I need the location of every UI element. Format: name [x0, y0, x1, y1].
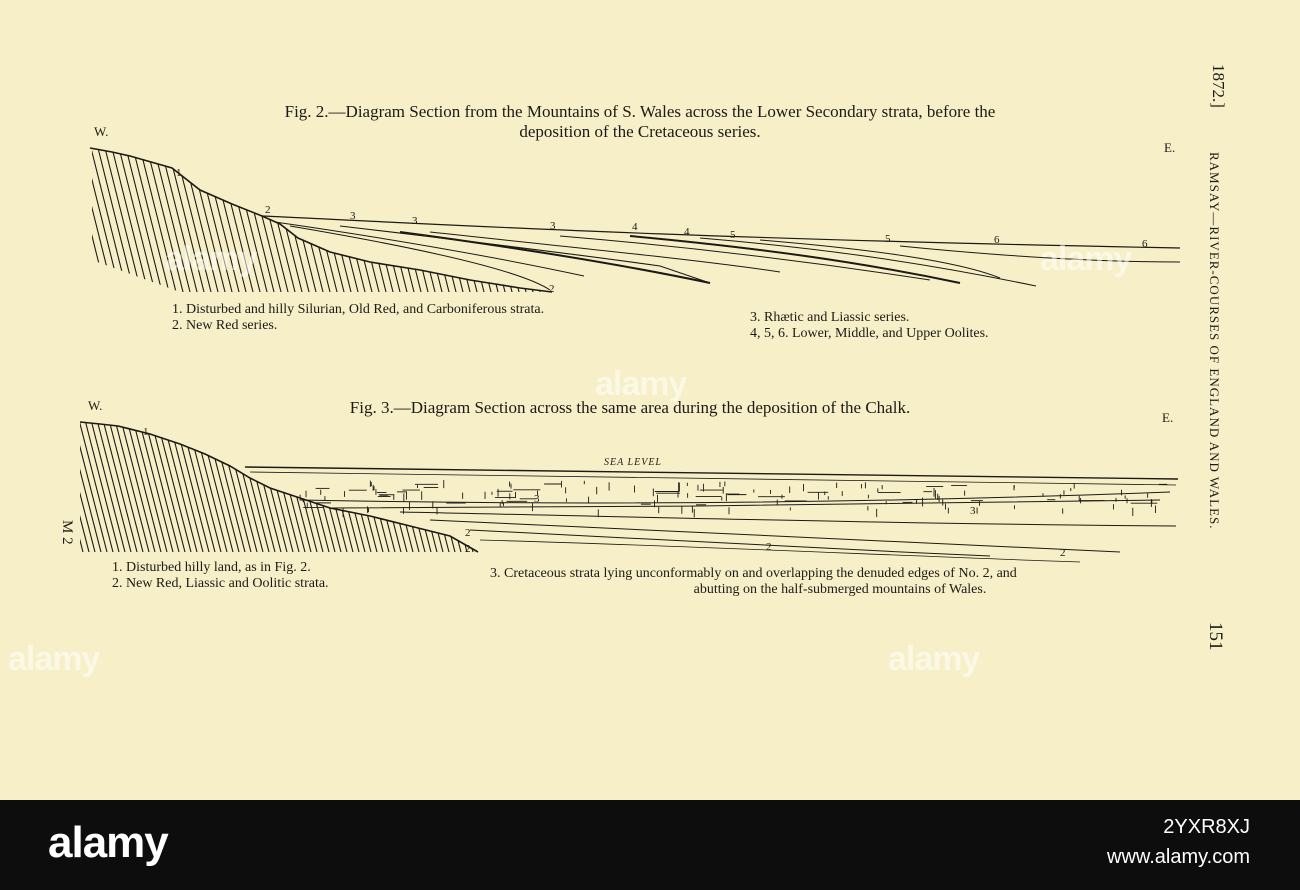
- fig2-label-2b: 2: [549, 283, 555, 295]
- hatch-line: [180, 416, 216, 556]
- fig3-legend-item3-line2: abutting on the half-submerged mountains of Wales.: [693, 582, 987, 597]
- fig3-label-2d: 2: [1060, 547, 1066, 559]
- hatch-line: [420, 416, 456, 556]
- fig3-label-2c: 2: [766, 541, 772, 553]
- fig3-label-1: 1: [143, 426, 149, 438]
- hatch-line: [342, 416, 378, 556]
- hatch-line: [502, 140, 542, 300]
- hatch-line: [378, 416, 414, 556]
- year-header: 1872.]: [1209, 64, 1228, 108]
- fig3-label-2a: 2: [465, 527, 471, 539]
- fig2-label-3b: 3: [412, 215, 418, 227]
- fig3-west-label: W.: [88, 398, 103, 413]
- hatch-line: [408, 416, 444, 556]
- hatch-line: [330, 416, 366, 556]
- hatch-line: [288, 416, 324, 556]
- hatch-line: [486, 416, 522, 556]
- hatch-line: [66, 416, 102, 556]
- hatch-line: [396, 416, 432, 556]
- hatch-line: [318, 416, 354, 556]
- signature-mark: M 2: [59, 520, 75, 545]
- page-number: 151: [1205, 622, 1226, 651]
- hatch-line: [306, 416, 342, 556]
- hatch-line: [252, 416, 288, 556]
- hatch-line: [336, 416, 372, 556]
- hatch-line: [312, 416, 348, 556]
- fig3-legend-left: [112, 560, 329, 592]
- fig2-label-4b: 4: [684, 226, 690, 238]
- hatch-line: [468, 416, 504, 556]
- hatch-line: [460, 140, 500, 300]
- hatch-line: [84, 416, 120, 556]
- fig3-chalk-texture: [300, 480, 1167, 517]
- hatch-line: [210, 416, 246, 556]
- hatch-line: [90, 416, 126, 556]
- hatch-line: [96, 416, 132, 556]
- fig3-legend-item2: 2. New Red, Liassic and Oolitic strata.: [112, 576, 329, 591]
- hatch-line: [495, 140, 535, 300]
- hatch-line: [402, 416, 438, 556]
- fig3-label-3b: 3: [970, 505, 976, 517]
- hatch-line: [108, 416, 144, 556]
- fig2-legend-item2: 2. New Red series.: [172, 318, 278, 333]
- hatch-line: [537, 140, 577, 300]
- watermark-4: alamy: [8, 640, 100, 678]
- hatch-line: [102, 416, 138, 556]
- hatch-line: [240, 416, 276, 556]
- hatch-line: [474, 140, 514, 300]
- fig2-label-3a: 3: [350, 210, 356, 222]
- hatch-line: [132, 416, 168, 556]
- hatch-line: [481, 140, 521, 300]
- fig3-label-2b: 2: [465, 543, 471, 555]
- fig3-sea-lines: [245, 467, 1178, 485]
- fig3-legend-item3-line1: 3. Cretaceous strata lying unconformably on and overlapping the denuded edges of No. 2, and: [490, 566, 1017, 581]
- fig2-label-5b: 5: [885, 233, 891, 245]
- hatch-line: [276, 416, 312, 556]
- hatch-line: [30, 416, 66, 556]
- hatch-line: [432, 416, 468, 556]
- hatch-line: [120, 416, 156, 556]
- hatch-line: [509, 140, 549, 300]
- hatch-line: [162, 416, 198, 556]
- hatch-line: [282, 416, 318, 556]
- site-url: www.alamy.com: [1107, 846, 1250, 868]
- hatch-line: [264, 416, 300, 556]
- hatch-line: [54, 140, 94, 300]
- fig2-label-4a: 4: [632, 221, 638, 233]
- hatch-line: [300, 416, 336, 556]
- hatch-line: [60, 416, 96, 556]
- stock-image-info: [1107, 812, 1250, 872]
- hatch-line: [216, 416, 252, 556]
- fig3-caption: Fig. 3.—Diagram Section across the same area during the deposition of the Chalk.: [349, 398, 911, 417]
- hatch-line: [467, 140, 507, 300]
- fig2-label-5a: 5: [730, 229, 736, 241]
- hatch-line: [168, 416, 204, 556]
- hatch-line: [294, 416, 330, 556]
- hatch-line: [453, 140, 493, 300]
- watermark-1: alamy: [165, 240, 257, 278]
- hatch-line: [348, 416, 384, 556]
- hatch-line: [36, 416, 72, 556]
- alamy-logo: alamy: [48, 818, 168, 867]
- hatch-line: [488, 140, 528, 300]
- hatch-line: [222, 416, 258, 556]
- fig2-east-label: E.: [1164, 140, 1176, 155]
- hatch-line: [192, 416, 228, 556]
- fig3-label-3a: 3: [534, 493, 540, 505]
- running-title: RAMSAY—RIVER-COURSES OF ENGLAND AND WALES.: [1207, 152, 1222, 530]
- fig3-east-label: E.: [1162, 410, 1174, 425]
- hatch-line: [144, 416, 180, 556]
- hatch-line: [372, 416, 408, 556]
- hatch-line: [354, 416, 390, 556]
- hatch-line: [390, 416, 426, 556]
- hatch-line: [48, 416, 84, 556]
- hatch-line: [474, 416, 510, 556]
- hatch-line: [324, 416, 360, 556]
- hatch-line: [558, 140, 598, 300]
- hatch-line: [72, 416, 108, 556]
- fig2-label-3c: 3: [550, 220, 556, 232]
- fig2-label-6b: 6: [1142, 238, 1148, 250]
- fig2-label-6a: 6: [994, 234, 1000, 246]
- watermark-3: alamy: [595, 365, 687, 403]
- image-id: 2YXR8XJ: [1163, 816, 1250, 838]
- hatch-line: [47, 140, 87, 300]
- hatch-line: [228, 416, 264, 556]
- fig2-caption-line2: deposition of the Cretaceous series.: [519, 122, 761, 141]
- hatch-line: [360, 416, 396, 556]
- watermark-2: alamy: [1040, 240, 1132, 278]
- fig2-label-2a: 2: [265, 204, 271, 216]
- fig2-mountain-hatching: [40, 140, 598, 300]
- hatch-line: [444, 416, 480, 556]
- fig2-legend-item1: 1. Disturbed and hilly Silurian, Old Red, and Carboniferous strata.: [172, 302, 545, 317]
- hatch-line: [198, 416, 234, 556]
- hatch-line: [246, 416, 282, 556]
- hatch-line: [42, 416, 78, 556]
- fig2-caption-line1: Fig. 2.—Diagram Section from the Mountains of S. Wales across the Lower Secondary strata, before the: [284, 102, 996, 121]
- sea-level-label: SEA LEVEL: [604, 457, 662, 468]
- watermark-5: alamy: [888, 640, 980, 678]
- hatch-line: [270, 416, 306, 556]
- fig3-legend-item1: 1. Disturbed hilly land, as in Fig. 2.: [112, 560, 311, 575]
- hatch-line: [204, 416, 240, 556]
- fig2-legend-item3: 3. Rhætic and Liassic series.: [750, 310, 910, 325]
- fig2-legend-right: [750, 310, 989, 342]
- fig3-mountain-outline: [80, 422, 478, 552]
- stock-footer-bar: [0, 800, 1300, 890]
- fig2-legend-left: [172, 302, 544, 334]
- hatch-line: [174, 416, 210, 556]
- hatch-line: [456, 416, 492, 556]
- hatch-line: [384, 416, 420, 556]
- hatch-line: [40, 140, 80, 300]
- hatch-line: [186, 416, 222, 556]
- fig2-legend-item4: 4, 5, 6. Lower, Middle, and Upper Oolites.: [750, 326, 989, 341]
- hatch-line: [150, 416, 186, 556]
- hatch-line: [551, 140, 591, 300]
- fig2-label-1: 1: [176, 167, 182, 179]
- hatch-line: [78, 416, 114, 556]
- fig3-section-diagram: [0, 380, 1200, 570]
- hatch-line: [258, 416, 294, 556]
- hatch-line: [54, 416, 90, 556]
- fig2-west-label: W.: [94, 124, 109, 139]
- hatch-line: [523, 140, 563, 300]
- fig3-legend-right: [490, 566, 1190, 598]
